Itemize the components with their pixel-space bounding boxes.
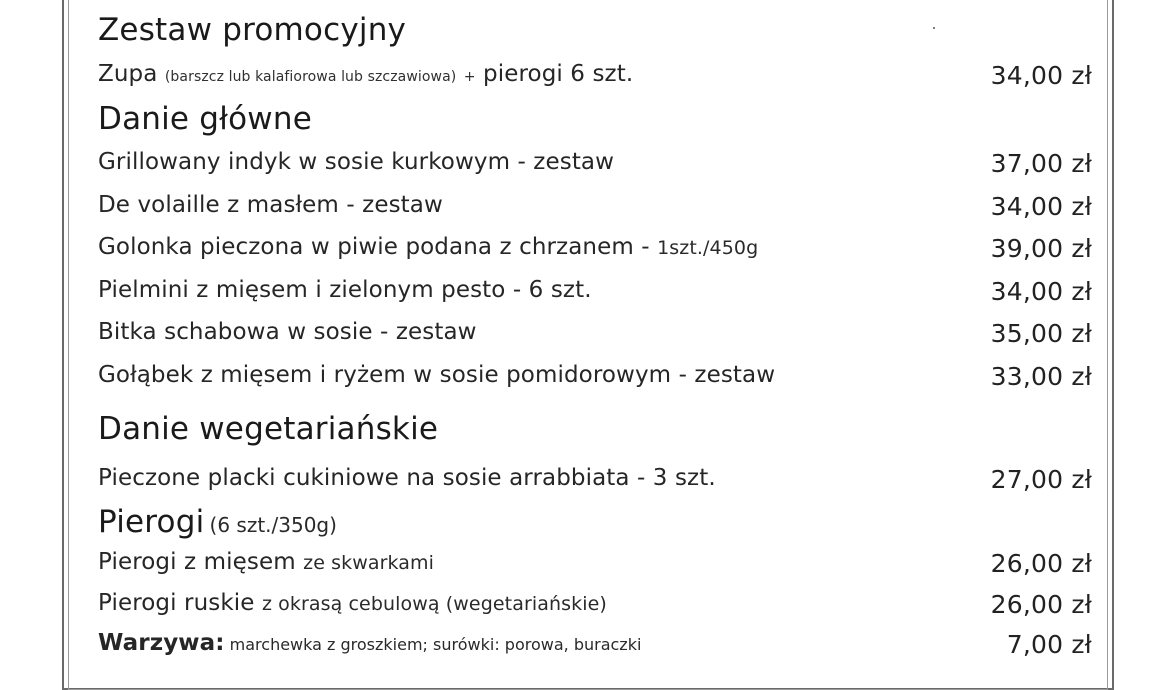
- section-title-vege: Danie wegetariańskie: [98, 411, 439, 447]
- menu-item-main-4: [98, 279, 592, 302]
- menu-item-main-2: [98, 194, 443, 217]
- menu-item-name: Grillowany indyk w sosie kurkowym - zestaw: [98, 149, 615, 175]
- section-title-pierogi: Pierogi: [98, 504, 205, 540]
- menu-item-price: 26,00 zł: [990, 590, 1092, 619]
- menu-item-price: 34,00 zł: [990, 61, 1092, 90]
- menu-item-name: Pierogi ruskie: [98, 590, 255, 616]
- menu-item-warzywa: [98, 632, 641, 655]
- menu-item-main-1: [98, 151, 614, 174]
- menu-item-note: marchewka z groszkiem; surówki: porowa, buraczki: [229, 635, 642, 654]
- menu-item-rest: pierogi 6 szt.: [483, 61, 634, 87]
- menu-item-name: De volaille z masłem - zestaw: [98, 192, 443, 218]
- menu-item-label: Warzywa:: [98, 630, 225, 656]
- menu-item-note: (barszcz lub kalafiorowa lub szczawiowa): [164, 69, 457, 85]
- menu-item-note: ze skwarkami: [303, 552, 435, 574]
- menu-item-name: Golonka pieczona w piwie podana z chrzanem -: [98, 234, 650, 260]
- menu-item-price: 7,00 zł: [1006, 630, 1092, 659]
- section-title-promo: Zestaw promocyjny: [98, 12, 407, 48]
- menu-item-name: Pierogi z mięsem: [98, 549, 296, 575]
- menu-item-pierogi-2: [98, 592, 607, 615]
- menu-item-price: 39,00 zł: [990, 234, 1092, 263]
- menu-item-plus: +: [463, 69, 476, 85]
- menu-item-price: 34,00 zł: [990, 277, 1092, 306]
- menu-item-note: 1szt./450g: [657, 237, 759, 259]
- menu-item-name: Zupa: [98, 61, 158, 87]
- menu-item-price: 34,00 zł: [990, 192, 1092, 221]
- menu-item-name: Pielmini z mięsem i zielonym pesto - 6 szt.: [98, 277, 592, 303]
- menu-item-price: 26,00 zł: [990, 549, 1092, 578]
- menu-item-promo: [98, 63, 633, 86]
- menu-item-main-3: [98, 236, 758, 259]
- menu-item-main-5: [98, 321, 477, 344]
- menu-item-note: z okrasą cebulową (wegetariańskie): [261, 593, 607, 615]
- section-title-note: (6 szt./350g): [209, 513, 337, 537]
- menu-item-vege-1: [98, 467, 716, 490]
- menu-item-name: Bitka schabowa w sosie - zestaw: [98, 319, 477, 345]
- section-title-pierogi-row: [98, 504, 337, 540]
- menu-item-pierogi-1: [98, 551, 434, 574]
- menu-item-name: Gołąbek z mięsem i ryżem w sosie pomidorowym - zestaw: [98, 362, 776, 388]
- menu-item-price: 27,00 zł: [990, 465, 1092, 494]
- speck-dot: [933, 27, 935, 29]
- menu-item-price: 35,00 zł: [990, 319, 1092, 348]
- menu-item-name: Pieczone placki cukiniowe na sosie arrabbiata - 3 szt.: [98, 465, 716, 491]
- section-title-main: Danie główne: [98, 101, 312, 137]
- menu-item-price: 37,00 zł: [990, 149, 1092, 178]
- menu-item-price: 33,00 zł: [990, 362, 1092, 391]
- menu-item-main-6: [98, 364, 775, 387]
